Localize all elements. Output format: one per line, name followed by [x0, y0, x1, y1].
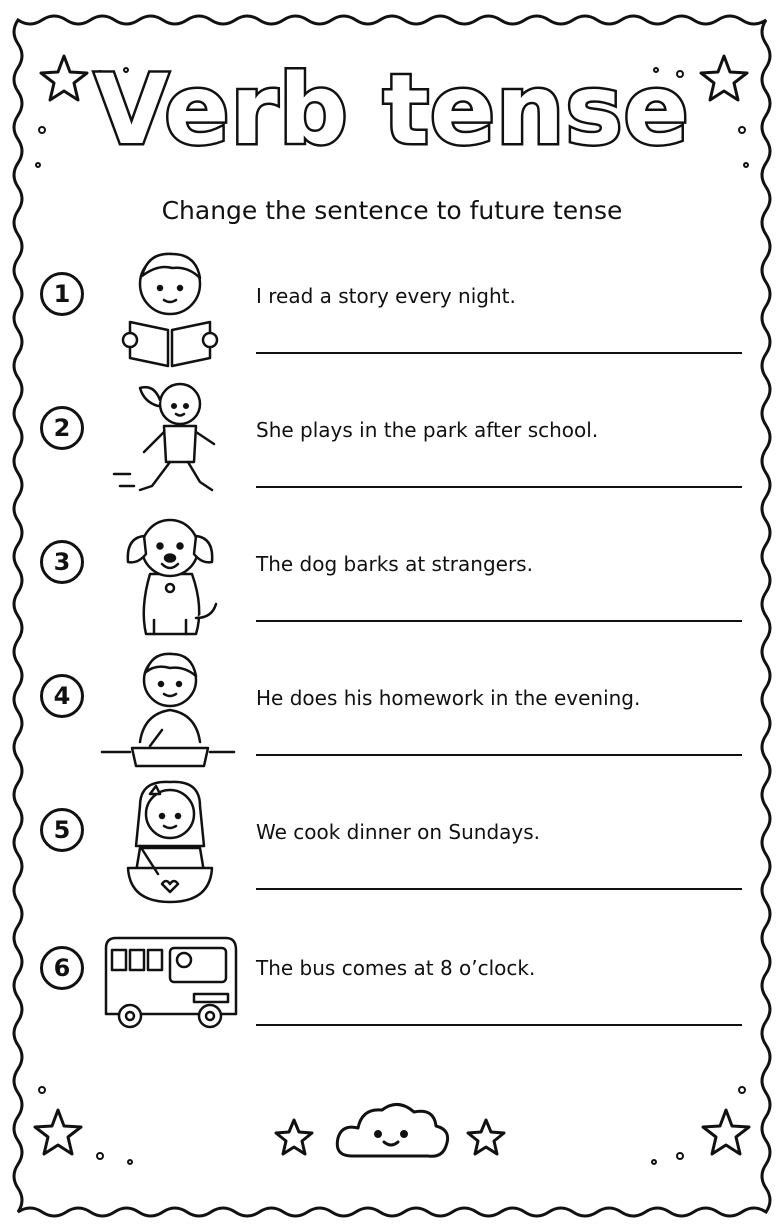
exercise-row: [0, 508, 784, 642]
answer-line[interactable]: [256, 888, 742, 890]
answer-line[interactable]: [256, 352, 742, 354]
item-number: 4: [40, 674, 84, 718]
answer-line[interactable]: [256, 620, 742, 622]
dog-sitting-icon: [100, 508, 240, 638]
sentence-text: We cook dinner on Sundays.: [256, 820, 541, 844]
school-bus-icon: [100, 910, 240, 1040]
exercise-row: [0, 776, 784, 910]
exercise-row: [0, 374, 784, 508]
instruction-text: Change the sentence to future tense: [161, 196, 623, 225]
sentence-text: The bus comes at 8 o’clock.: [256, 956, 536, 980]
star-icon: [468, 1120, 504, 1154]
answer-line[interactable]: [256, 1024, 742, 1026]
item-number: 3: [40, 540, 84, 584]
boy-reading-book-icon: [100, 240, 240, 370]
item-number: 6: [40, 946, 84, 990]
footer-decoration: [0, 1080, 784, 1190]
sentence-text: The dog barks at strangers.: [256, 552, 533, 576]
exercise-row: [0, 642, 784, 776]
cloud-icon: [337, 1104, 447, 1156]
answer-line[interactable]: [256, 754, 742, 756]
star-icon: [276, 1120, 312, 1154]
sentence-text: She plays in the park after school.: [256, 418, 599, 442]
answer-line[interactable]: [256, 486, 742, 488]
item-number: 1: [40, 272, 84, 316]
exercise-row: [0, 240, 784, 374]
item-number: 2: [40, 406, 84, 450]
sentence-text: I read a story every night.: [256, 284, 516, 308]
girl-mixing-bowl-icon: [100, 776, 240, 906]
exercise-row: [0, 910, 784, 1044]
item-number: 5: [40, 808, 84, 852]
girl-running-icon: [100, 374, 240, 504]
sentence-text: He does his homework in the evening.: [256, 686, 641, 710]
boy-writing-homework-icon: [100, 642, 240, 772]
page-title: Verb tense: [94, 54, 690, 166]
